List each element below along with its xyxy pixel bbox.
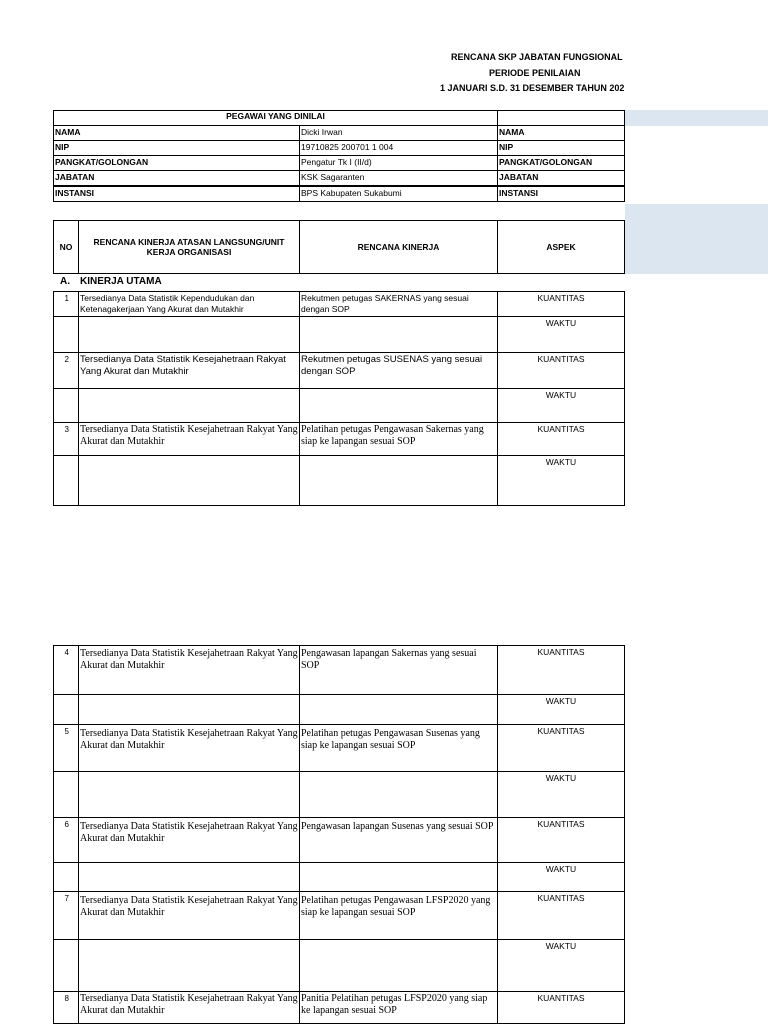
row-aspek-waktu: WAKTU — [497, 862, 625, 892]
value-nip: 19710825 200701 1 004 — [299, 140, 498, 156]
row-no-empty — [53, 388, 79, 423]
row-atasan: Tersedianya Data Statistik Kesejahetraan Rakyat Yang Akurat dan Mutakhir — [78, 891, 300, 940]
row-no: 3 — [53, 422, 79, 456]
row-aspek-kuantitas: KUANTITAS — [497, 291, 625, 317]
row-atasan-empty — [78, 455, 300, 506]
row-rencana: Rekutmen petugas SUSENAS yang sesuai dengan SOP — [299, 352, 498, 389]
right-label-pangkat: PANGKAT/GOLONGAN — [497, 155, 625, 171]
row-atasan: Tersedianya Data Statistik Kesejahetraan Rakyat Yang Akurat dan Mutakhir — [78, 991, 300, 1024]
row-atasan-empty — [78, 694, 300, 725]
row-aspek-kuantitas: KUANTITAS — [497, 645, 625, 695]
row-rencana: Panitia Pelatihan petugas LFSP2020 yang siap ke lapangan sesuai SOP — [299, 991, 498, 1024]
label-jabatan: JABATAN — [53, 170, 300, 186]
row-rencana: Pengawasan lapangan Susenas yang sesuai SOP — [299, 817, 498, 863]
row-no: 7 — [53, 891, 79, 940]
value-instansi: BPS Kabupaten Sukabumi — [299, 186, 498, 202]
period-label: PERIODE PENILAIAN — [489, 68, 581, 78]
row-atasan: Tersedianya Data Statistik Kependudukan dan Ketenagakerjaan Yang Akurat dan Mutakhir — [78, 291, 300, 317]
row-no-empty — [53, 316, 79, 353]
document-title: RENCANA SKP JABATAN FUNGSIONAL — [451, 52, 623, 62]
row-rencana: Pelatihan petugas Pengawasan Sakernas yang siap ke lapangan sesuai SOP — [299, 422, 498, 456]
row-rencana: Pelatihan petugas Pengawasan LFSP2020 yang siap ke lapangan sesuai SOP — [299, 891, 498, 940]
row-no-empty — [53, 771, 79, 818]
section-letter: A. — [60, 276, 70, 287]
row-no-empty — [53, 455, 79, 506]
label-nama: NAMA — [53, 125, 300, 141]
row-aspek-waktu: WAKTU — [497, 455, 625, 506]
row-no: 8 — [53, 991, 79, 1024]
row-atasan: Tersedianya Data Statistik Kesejahetraan Rakyat Yang Akurat dan Mutakhir — [78, 422, 300, 456]
row-rencana-empty — [299, 939, 498, 992]
row-aspek-kuantitas: KUANTITAS — [497, 352, 625, 389]
label-pangkat: PANGKAT/GOLONGAN — [53, 155, 300, 171]
row-rencana-empty — [299, 694, 498, 725]
row-rencana-empty — [299, 455, 498, 506]
row-rencana: Pengawasan lapangan Sakernas yang sesuai SOP — [299, 645, 498, 695]
header-no: NO — [53, 220, 79, 274]
row-aspek-waktu: WAKTU — [497, 939, 625, 992]
row-atasan: Tersedianya Data Statistik Kesejahetraan Rakyat Yang Akurat dan Mutakhir — [78, 724, 300, 772]
row-aspek-kuantitas: KUANTITAS — [497, 891, 625, 940]
row-rencana-empty — [299, 316, 498, 353]
header-atasan: RENCANA KINERJA ATASAN LANGSUNG/UNIT KERJA ORGANISASI — [78, 220, 300, 274]
row-no-empty — [53, 939, 79, 992]
right-label-instansi: INSTANSI — [497, 186, 625, 202]
row-atasan: Tersedianya Data Statistik Kesejahetraan Rakyat Yang Akurat dan Mutakhir — [78, 645, 300, 695]
row-no: 4 — [53, 645, 79, 695]
row-rencana-empty — [299, 862, 498, 892]
overflow-cell-band — [625, 110, 768, 126]
right-label-jabatan: JABATAN — [497, 170, 625, 186]
row-aspek-waktu: WAKTU — [497, 388, 625, 423]
row-aspek-kuantitas: KUANTITAS — [497, 422, 625, 456]
row-no-empty — [53, 694, 79, 725]
row-rencana-empty — [299, 388, 498, 423]
header-aspek: ASPEK — [497, 220, 625, 274]
right-label-nip: NIP — [497, 140, 625, 156]
row-no: 2 — [53, 352, 79, 389]
section-title: KINERJA UTAMA — [80, 276, 162, 287]
value-jabatan: KSK Sagaranten — [299, 170, 498, 186]
row-aspek-kuantitas: KUANTITAS — [497, 817, 625, 863]
row-aspek-waktu: WAKTU — [497, 316, 625, 353]
row-atasan-empty — [78, 316, 300, 353]
row-atasan-empty — [78, 771, 300, 818]
row-atasan-empty — [78, 939, 300, 992]
header-rencana: RENCANA KINERJA — [299, 220, 498, 274]
pegawai-title: PEGAWAI YANG DINILAI — [53, 110, 498, 126]
row-atasan: Tersedianya Data Statistik Kesejahetraan Rakyat Yang Akurat dan Mutakhir — [78, 352, 300, 389]
row-atasan-empty — [78, 388, 300, 423]
row-aspek-waktu: WAKTU — [497, 771, 625, 818]
atasan-title-cell — [497, 110, 625, 126]
overflow-cell-band — [625, 204, 768, 274]
right-label-nama: NAMA — [497, 125, 625, 141]
row-rencana-empty — [299, 771, 498, 818]
value-pangkat: Pengatur Tk I (II/d) — [299, 155, 498, 171]
value-nama: Dicki Irwan — [299, 125, 498, 141]
row-no: 1 — [53, 291, 79, 317]
label-nip: NIP — [53, 140, 300, 156]
row-no-empty — [53, 862, 79, 892]
row-aspek-kuantitas: KUANTITAS — [497, 724, 625, 772]
row-no: 6 — [53, 817, 79, 863]
period-range: 1 JANUARI S.D. 31 DESEMBER TAHUN 202 — [440, 83, 625, 93]
row-rencana: Rekutmen petugas SAKERNAS yang sesuai dengan SOP — [299, 291, 498, 317]
row-atasan-empty — [78, 862, 300, 892]
row-no: 5 — [53, 724, 79, 772]
row-rencana: Pelatihan petugas Pengawasan Susenas yang siap ke lapangan sesuai SOP — [299, 724, 498, 772]
row-aspek-kuantitas: KUANTITAS — [497, 991, 625, 1024]
row-atasan: Tersedianya Data Statistik Kesejahetraan Rakyat Yang Akurat dan Mutakhir — [78, 817, 300, 863]
row-aspek-waktu: WAKTU — [497, 694, 625, 725]
label-instansi: INSTANSI — [53, 186, 300, 202]
